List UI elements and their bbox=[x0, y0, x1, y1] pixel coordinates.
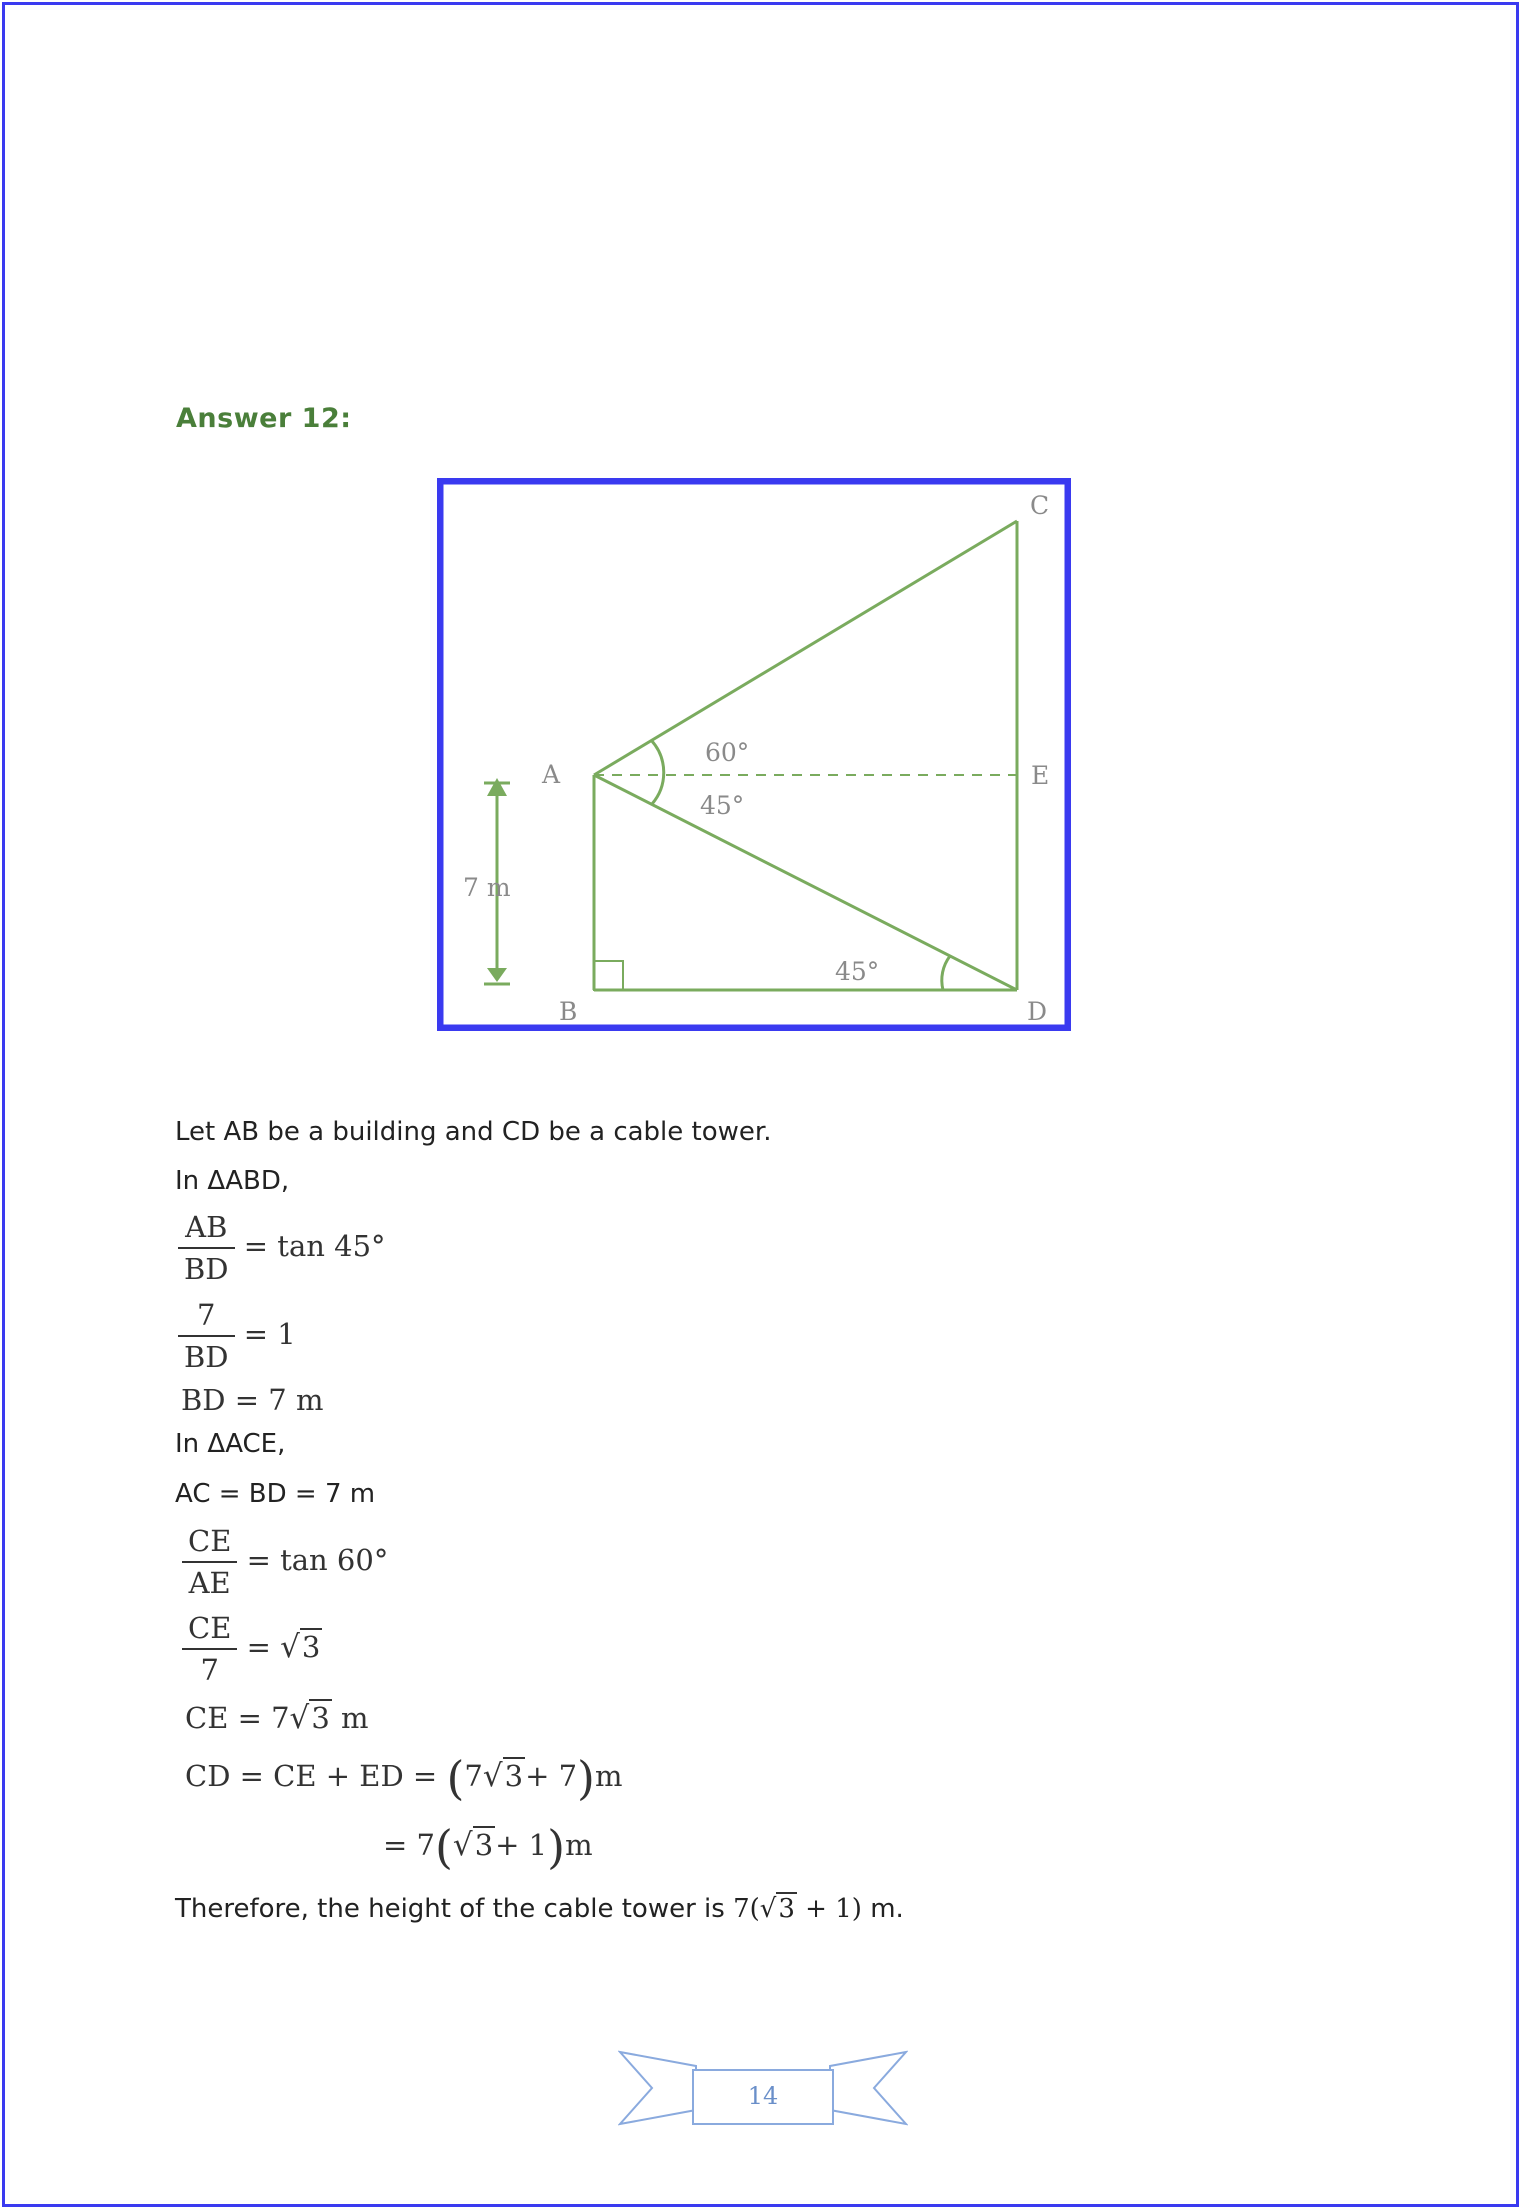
angle-label-45-bottom: 45° bbox=[835, 957, 880, 986]
intro-text: Let AB be a building and CD be a cable tower. bbox=[175, 1117, 772, 1147]
equation-cd-factored: = 7(√3+ 1)m bbox=[383, 1820, 593, 1874]
conclusion-text: Therefore, the height of the cable tower is 7(√3 + 1) m. bbox=[175, 1894, 904, 1924]
page-border bbox=[2, 2, 1519, 2207]
ribbon-right-tail bbox=[830, 2052, 906, 2124]
label-a: A bbox=[542, 760, 561, 789]
label-c: C bbox=[1030, 491, 1050, 520]
angle-label-60: 60° bbox=[705, 738, 750, 767]
equation-ce-ae: $\frac{CE}{AE}$ = tan 60° bbox=[182, 1521, 388, 1603]
ac-bd-text: AC = BD = 7 m bbox=[175, 1479, 376, 1509]
label-d: D bbox=[1027, 997, 1048, 1026]
equation-ce-7: $\frac{CE}{7}$ = √3 bbox=[182, 1608, 322, 1690]
conclusion-math: 7(√3 + 1) bbox=[733, 1894, 871, 1924]
label-b: B bbox=[559, 997, 578, 1026]
equation-7-bd: $\frac{7}{BD}$ = 1 bbox=[178, 1295, 296, 1377]
height-label: 7 m bbox=[463, 873, 511, 902]
equation-ab-bd: $\frac{AB}{BD}$ = tan 45° bbox=[178, 1207, 386, 1289]
geometry-figure bbox=[437, 478, 1071, 1031]
equation-cd: CD = CE + ED = (7√3+ 7)m bbox=[185, 1751, 623, 1805]
page-number: 14 bbox=[747, 2082, 779, 2110]
in-ace-text: In ΔACE, bbox=[175, 1429, 286, 1459]
angle-label-45-top: 45° bbox=[700, 791, 745, 820]
figure-frame bbox=[440, 481, 1068, 1028]
ribbon-left-tail bbox=[620, 2052, 696, 2124]
equation-ce: CE = 7√3 m bbox=[185, 1700, 369, 1736]
in-abd-text: In ΔABD, bbox=[175, 1166, 290, 1196]
answer-heading: Answer 12: bbox=[176, 403, 352, 434]
label-e: E bbox=[1031, 761, 1050, 790]
equation-bd: BD = 7 m bbox=[181, 1383, 324, 1417]
